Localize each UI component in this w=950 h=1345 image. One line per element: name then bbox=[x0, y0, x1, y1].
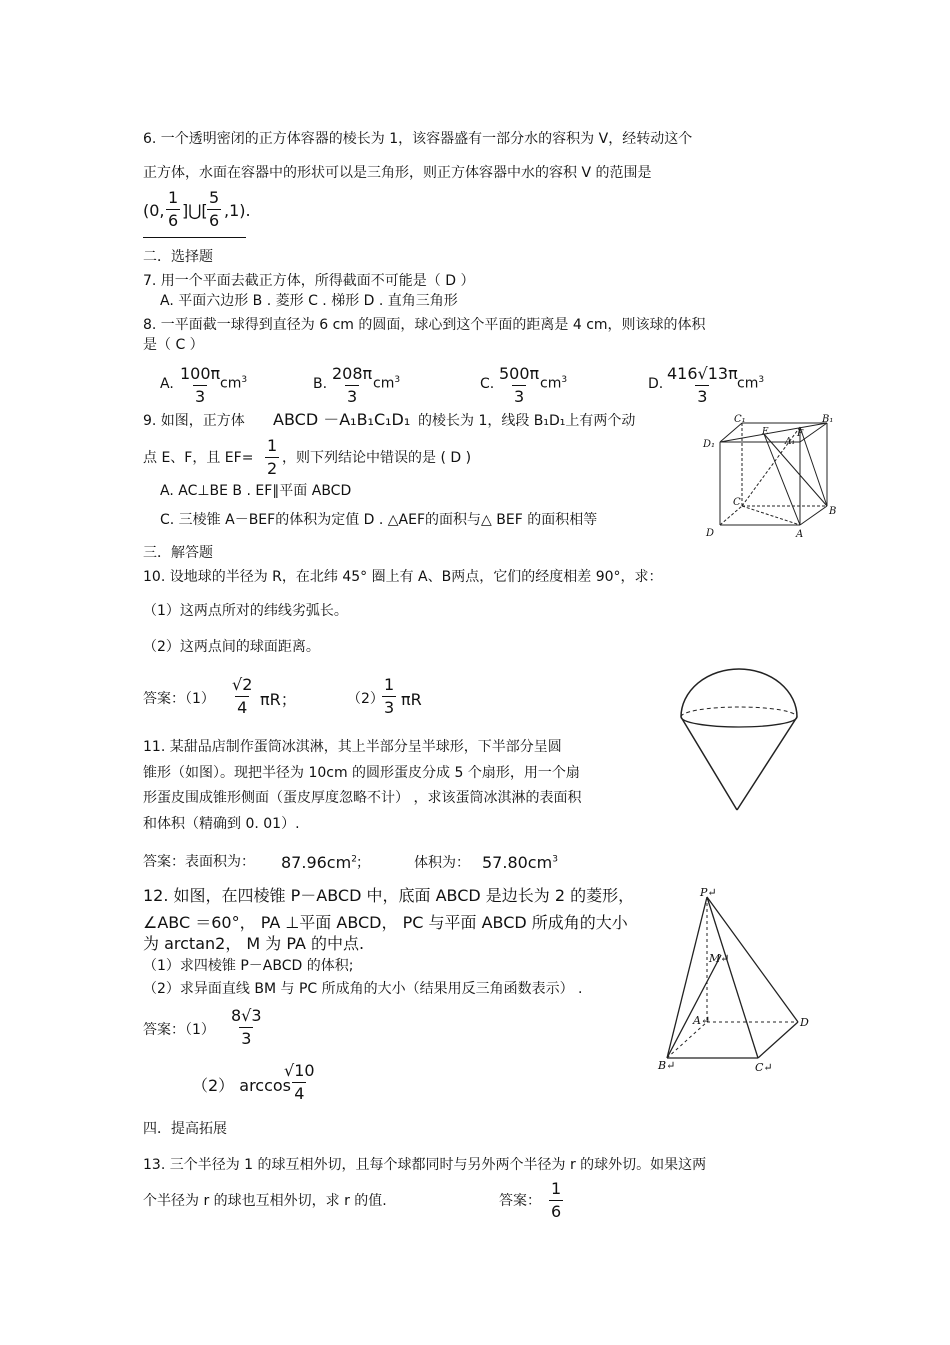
q8-option-b-unit bbox=[373, 376, 400, 391]
q8-option-b-fraction bbox=[330, 366, 374, 405]
label-p: P↵ bbox=[700, 886, 717, 899]
q8-option-d-unit bbox=[737, 376, 764, 391]
label-b1: B₁ bbox=[822, 414, 834, 425]
q13-line-1: 13. 三个半径为 1 的球互相外切，且每个球都同时与另外两个半径为 r 的球外切。如果这两 bbox=[143, 1157, 707, 1173]
q8-stem-2: 是（ C ） bbox=[143, 337, 204, 353]
q8-stem: 8. 一平面截一球得到直径为 6 cm 的圆面，球心到这个平面的距离是 4 cm，则该球的体积 bbox=[143, 317, 706, 333]
q6-answer-close: ,1). bbox=[224, 201, 251, 220]
q12-line-4: （1）求四棱锥 P－ABCD 的体积; bbox=[143, 958, 354, 974]
q7-stem: 7. 用一个平面去截正方体，所得截面不可能是（ D ） bbox=[143, 273, 475, 289]
q11-surface-area bbox=[281, 855, 357, 871]
segment-e-b bbox=[764, 434, 827, 506]
label-f: F bbox=[797, 429, 804, 439]
label-b: B↵ bbox=[658, 1059, 676, 1072]
q9-stem-b: ABCD －A₁B₁C₁D₁ bbox=[273, 410, 411, 429]
q8-option-d-label: D. bbox=[648, 376, 664, 392]
q11-line-2: 锥形（如图）。现把半径为 10cm 的圆形蛋皮分成 5 个扇形，用一个扇 bbox=[143, 765, 580, 781]
label-c: C↵ bbox=[755, 1061, 773, 1074]
diagonal-c-a bbox=[742, 506, 800, 525]
q8-d-num: 416√13π bbox=[667, 364, 738, 383]
q8-option-c-fraction bbox=[497, 366, 541, 405]
q12-line-2: ∠ABC ＝60°， PA ⊥平面 ABCD， PC 与平面 ABCD 所成角的大小 bbox=[143, 913, 628, 932]
q6-fraction-2 bbox=[207, 190, 221, 229]
q10-stem: 10. 设地球的半径为 R，在北纬 45° 圈上有 A、B两点，它们的经度相差 90°，求： bbox=[143, 569, 663, 585]
cone-right-edge bbox=[737, 717, 797, 810]
q9-line2-a: 点 E、F，且 EF= bbox=[143, 450, 254, 466]
q6-answer-underline bbox=[143, 237, 246, 238]
q6-answer-open: (0, bbox=[143, 201, 165, 220]
q12-a2-den: 4 bbox=[294, 1084, 305, 1103]
label-a: A bbox=[796, 529, 804, 540]
q8-option-d-fraction bbox=[665, 366, 740, 405]
q11-volume bbox=[482, 855, 558, 871]
q8-option-a-fraction bbox=[178, 366, 222, 405]
segment-f-b bbox=[800, 427, 827, 506]
segment-b-m bbox=[667, 955, 721, 1058]
rim-front bbox=[681, 717, 797, 727]
q9-stem-a: 9. 如图，正方体 bbox=[143, 413, 245, 429]
section-2-heading: 二．选择题 bbox=[143, 249, 213, 265]
q7-options: A. 平面六边形 B . 菱形 C . 梯形 D . 直角三角形 bbox=[160, 293, 458, 309]
q10-answer-label: 答案：（1） bbox=[143, 691, 215, 707]
volume-sup: 3 bbox=[552, 854, 558, 865]
q12-line-5: （2）求异面直线 BM 与 PC 所成角的大小（结果用反三角函数表示） . bbox=[143, 981, 583, 997]
q9-ef-fraction bbox=[265, 438, 279, 477]
area-sup: 2 bbox=[351, 854, 357, 865]
cone-left-edge bbox=[681, 717, 737, 810]
q10-answer-2-label: （2） bbox=[347, 691, 384, 707]
q9-line2-b: ，则下列结论中错误的是 ( D ) bbox=[282, 450, 472, 466]
q9-ef-den: 2 bbox=[267, 459, 278, 478]
q12-answer-2-fraction bbox=[282, 1063, 317, 1102]
pyramid-figure bbox=[655, 882, 815, 1077]
q12-answer-2-label: （2） arccos bbox=[192, 1076, 292, 1095]
q11-line-1: 11. 某甜品店制作蛋筒冰淇淋，其上半部分呈半球形，下半部分呈圆 bbox=[143, 739, 562, 755]
q8-option-a-label: A. bbox=[160, 376, 174, 392]
q6-f2-den: 6 bbox=[209, 211, 220, 230]
q12-line-3: 为 arctan2， M 为 PA 的中点. bbox=[143, 934, 365, 953]
label-d: D bbox=[706, 528, 715, 539]
q11-line-3: 形蛋皮围成锥形侧面（蛋皮厚度忽略不计） ，求该蛋筒冰淇淋的表面积 bbox=[143, 790, 582, 806]
q10-a2-num: 1 bbox=[384, 675, 395, 694]
q11-line-4: 和体积（精确到 0. 01）. bbox=[143, 816, 300, 832]
volume-value: 57.80cm bbox=[482, 853, 553, 872]
q8-c-num: 500π bbox=[499, 364, 540, 383]
q9-ef-num: 1 bbox=[267, 436, 278, 455]
q10-answer-2-fraction bbox=[382, 677, 396, 716]
q13-answer-label: 答案： bbox=[499, 1193, 541, 1209]
q10-answer-2-tail: πR bbox=[401, 690, 422, 709]
edge-a-b bbox=[800, 506, 827, 525]
edge-b-a bbox=[667, 1022, 707, 1058]
unit: cm bbox=[373, 375, 395, 392]
q13-answer-fraction bbox=[549, 1181, 563, 1220]
q6-answer-mid: ]⋃[ bbox=[182, 201, 208, 220]
q8-a-num: 100π bbox=[180, 364, 221, 383]
label-c: C bbox=[733, 497, 741, 508]
label-a1: A₁ bbox=[785, 437, 796, 447]
q6-fraction-1 bbox=[166, 190, 180, 229]
q8-option-b-label: B. bbox=[313, 376, 328, 392]
unit: cm bbox=[540, 375, 562, 392]
rim-back bbox=[681, 707, 797, 717]
ice-cream-cone-figure bbox=[675, 665, 805, 815]
q11-volume-label: 体积为： bbox=[414, 855, 470, 871]
label-c1: C₁ bbox=[734, 414, 746, 425]
q12-answer-1-fraction bbox=[229, 1008, 264, 1047]
q8-a-den: 3 bbox=[194, 387, 206, 406]
edge-p-b bbox=[667, 897, 707, 1058]
label-e: E bbox=[762, 427, 769, 437]
q10-answer-1-fraction bbox=[230, 677, 254, 716]
q13-num: 1 bbox=[551, 1179, 562, 1198]
section-4-heading: 四．提高拓展 bbox=[143, 1121, 227, 1137]
q10-a1-num: √2 bbox=[232, 675, 253, 694]
q12-a1-den: 3 bbox=[241, 1029, 252, 1048]
label-b: B bbox=[829, 506, 837, 517]
q9-options-cd: C. 三棱锥 A－BEF的体积为定值 D . △AEF的面积与△ BEF 的面积相等 bbox=[160, 512, 598, 528]
q8-b-den: 3 bbox=[346, 387, 358, 406]
unit-sup: 3 bbox=[561, 375, 568, 385]
q6-line1: 6. 一个透明密闭的正方体容器的棱长为 1，该容器盛有一部分水的容积为 V，经转动这个 bbox=[143, 131, 693, 147]
q8-option-c-label: C. bbox=[480, 376, 495, 392]
q6-f2-num: 5 bbox=[209, 188, 220, 207]
label-m: M↵ bbox=[709, 952, 730, 965]
label-a: A↵ bbox=[693, 1014, 711, 1027]
q9-options-ab: A. AC⊥BE B . EF∥平面 ABCD bbox=[160, 483, 352, 499]
unit: cm bbox=[737, 375, 759, 392]
unit: cm bbox=[220, 375, 242, 392]
q8-c-den: 3 bbox=[513, 387, 525, 406]
section-3-heading: 三．解答题 bbox=[143, 545, 213, 561]
cube-figure bbox=[700, 410, 840, 540]
q8-option-a-unit bbox=[220, 376, 247, 391]
q10-a1-den: 4 bbox=[237, 698, 248, 717]
edge-c-d bbox=[758, 1022, 798, 1058]
q6-f1-den: 6 bbox=[168, 211, 179, 230]
q10-part-2: （2）这两点间的球面距离。 bbox=[143, 639, 320, 655]
diagonal-d1-b1 bbox=[720, 423, 827, 442]
q12-a1-num: 8√3 bbox=[231, 1006, 262, 1025]
q8-b-num: 208π bbox=[332, 364, 373, 383]
unit-sup: 3 bbox=[758, 375, 765, 385]
q12-line-1: 12. 如图，在四棱锥 P－ABCD 中，底面 ABCD 是边长为 2 的菱形， bbox=[143, 886, 635, 905]
unit-sup: 3 bbox=[394, 375, 401, 385]
q11-answer-label: 答案：表面积为： bbox=[143, 854, 255, 870]
q12-answer-label: 答案：（1） bbox=[143, 1022, 215, 1038]
label-d: D bbox=[800, 1016, 809, 1029]
q10-a2-den: 3 bbox=[384, 698, 395, 717]
segment-e-a bbox=[764, 434, 800, 525]
label-d1: D₁ bbox=[703, 439, 716, 450]
q6-line2: 正方体，水面在容器中的形状可以是三角形，则正方体容器中水的容积 V 的范围是 bbox=[143, 165, 652, 181]
q6-f1-num: 1 bbox=[168, 188, 179, 207]
q10-answer-1-tail: πR； bbox=[260, 690, 297, 709]
q10-part-1: （1）这两点所对的纬线劣弧长。 bbox=[143, 603, 348, 619]
q9-stem-c: 的棱长为 1，线段 B₁D₁上有两个动 bbox=[418, 413, 636, 429]
q12-a2-num: √10 bbox=[284, 1061, 315, 1080]
q13-line-2: 个半径为 r 的球也互相外切，求 r 的值. bbox=[143, 1193, 387, 1209]
edge-d-c bbox=[720, 506, 742, 525]
q8-d-den: 3 bbox=[697, 387, 708, 406]
area-value: 87.96cm bbox=[281, 853, 352, 872]
q8-option-c-unit bbox=[540, 376, 567, 391]
edge-p-c bbox=[707, 897, 758, 1058]
q11-separator: ； bbox=[356, 855, 370, 871]
q13-den: 6 bbox=[551, 1202, 562, 1221]
unit-sup: 3 bbox=[241, 375, 248, 385]
